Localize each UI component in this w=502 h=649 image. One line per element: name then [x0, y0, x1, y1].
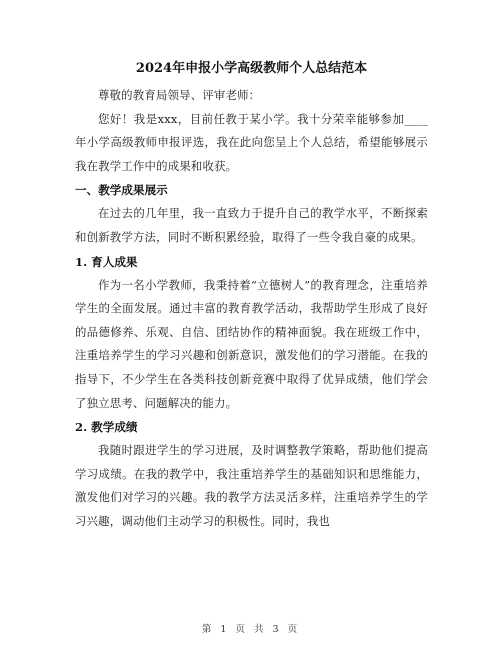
subsection-paragraph-education: 作为一名小学教师，我秉持着“立德树人”的教育理念，注重培养学生的全面发展。通过丰富的教育教学活动，我帮助学生形成了良好的品德修养、乐观、自信、团结协作的精神面貌。我在班级工作中，注重培养学生的学习兴趣和创新意识，激发他们的学习潜能。在我的指导下，不少学生在各类科技创新竞赛中取得了优异成绩，他们学会了独立思考、问题解决的能力。 [75, 277, 428, 410]
subsection-heading-teaching: 2. 教学成绩 [75, 420, 138, 435]
section-heading-achievements: 一、教学成果展示 [75, 183, 168, 198]
intro-paragraph: 您好！我是xxx，目前任教于某小学。我十分荣幸能够参加____年小学高级教师申报评选，我在此向您呈上个人总结，希望能够展示我在教学工作中的成果和收获。 [75, 111, 428, 173]
section-paragraph-achievements: 在过去的几年里，我一直致力于提升自己的教学水平，不断探索和创新教学方法，同时不断积累经验，取得了一些令我自豪的成果。 [75, 206, 428, 244]
document-body [75, 60, 428, 534]
subsection-paragraph-teaching: 我随时跟进学生的学习进展，及时调整教学策略，帮助他们提高学习成绩。在我的教学中，我注重培养学生的基础知识和思维能力，激发他们对学习的兴趣。我的教学方法灵活多样，注重培养学生的学习兴趣，调动他们主动学习的积极性。同时，我也 [75, 443, 428, 528]
subsection-heading-education: 1. 育人成果 [75, 254, 138, 269]
page-number: 第 1 页 共 3 页 [201, 624, 301, 635]
salutation: 尊敬的教育局领导、评审老师： [98, 88, 261, 102]
document-title: 2024年申报小学高级教师个人总结范本 [135, 61, 368, 76]
